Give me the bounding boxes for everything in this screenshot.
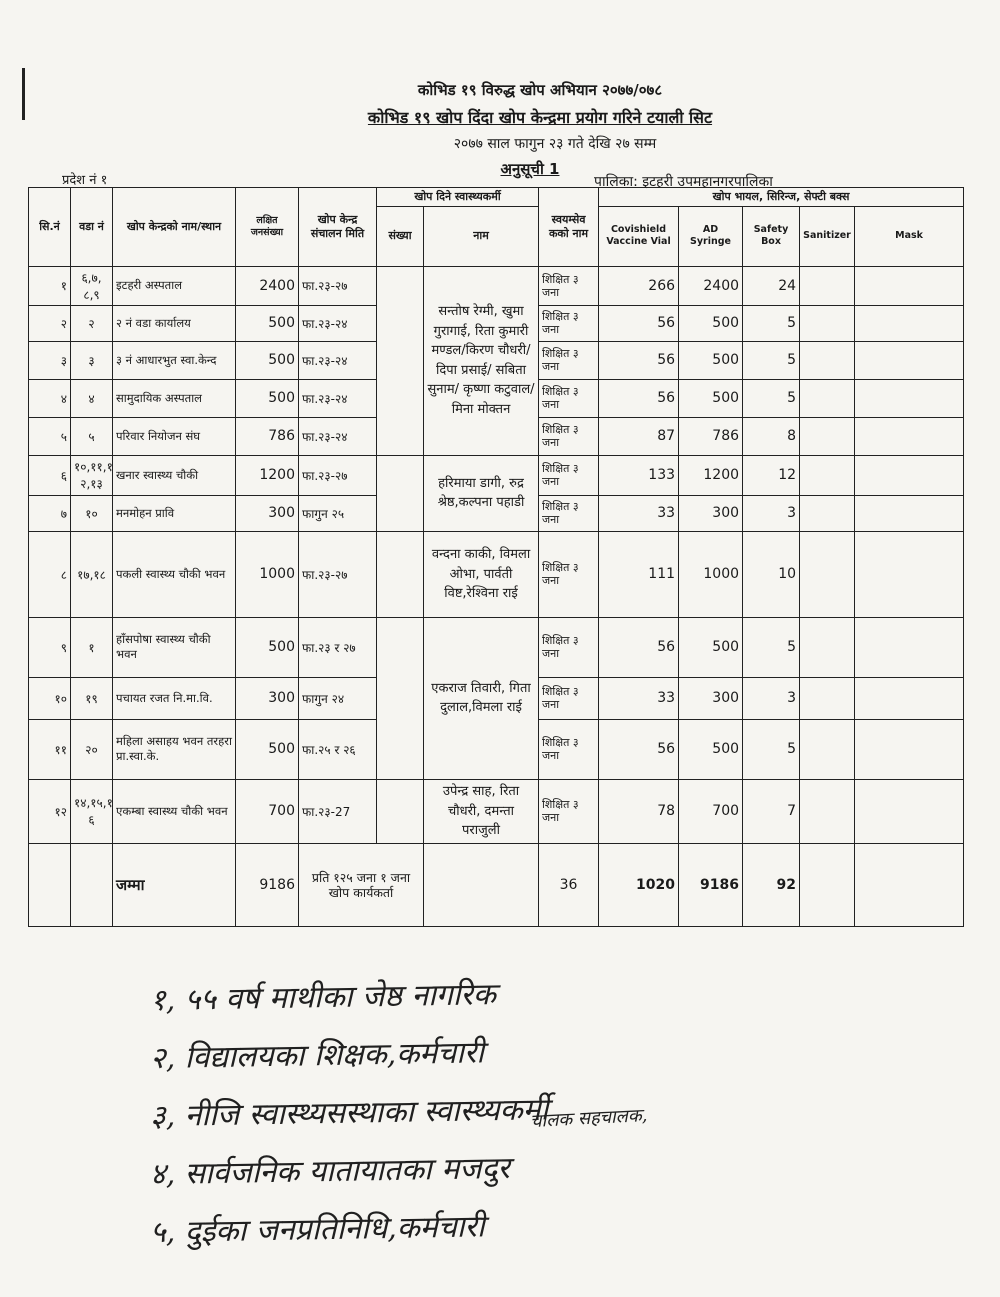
total-target: 9186: [236, 843, 299, 926]
row-safety-box: 5: [743, 379, 800, 417]
row-mask: [855, 677, 964, 719]
total-sanitizer: [800, 843, 855, 926]
row-sanitizer: [800, 719, 855, 779]
row-center: इटहरी अस्पताल: [113, 266, 236, 305]
row-sn: ९: [29, 617, 71, 677]
row-safety-box: 12: [743, 455, 800, 495]
row-target: 1200: [236, 455, 299, 495]
row-date: फागुन २४: [299, 677, 377, 719]
row-syringe: 1200: [679, 455, 743, 495]
row-hw-count: [377, 531, 424, 617]
row-safety-box: 24: [743, 266, 800, 305]
row-ward: १०: [71, 495, 113, 531]
total-hw-note: प्रति १२५ जना १ जना खोप कार्यकर्ता: [299, 843, 424, 926]
row-ward: २०: [71, 719, 113, 779]
row-volunteer: शिक्षित ३ जना: [539, 719, 599, 779]
row-mask: [855, 455, 964, 495]
total-sn: [29, 843, 71, 926]
row-target: 1000: [236, 531, 299, 617]
row-syringe: 500: [679, 341, 743, 379]
row-sanitizer: [800, 779, 855, 843]
row-syringe: 786: [679, 417, 743, 455]
row-volunteer: शिक्षित ३ जना: [539, 617, 599, 677]
row-syringe: 300: [679, 677, 743, 719]
row-sanitizer: [800, 495, 855, 531]
row-sn: १: [29, 266, 71, 305]
row-ward: ४: [71, 379, 113, 417]
total-volunteer: 36: [539, 843, 599, 926]
row-sanitizer: [800, 677, 855, 719]
row-ward: १७,१८: [71, 531, 113, 617]
row-target: 500: [236, 341, 299, 379]
row-syringe: 500: [679, 719, 743, 779]
annex-label: अनुसूची 1: [500, 160, 560, 178]
row-mask: [855, 341, 964, 379]
row-vial: 87: [599, 417, 679, 455]
row-safety-box: 7: [743, 779, 800, 843]
row-target: 500: [236, 617, 299, 677]
row-center: २ नं वडा कार्यालय: [113, 305, 236, 341]
handwritten-insert: चालक सहचालक,: [529, 1104, 648, 1133]
table-row: [29, 531, 964, 617]
row-safety-box: 3: [743, 495, 800, 531]
row-date: फा.२३-२७: [299, 455, 377, 495]
staff-group-5: उपेन्द्र साह, रिता चौधरी, दमन्ता पराजुली: [424, 779, 539, 843]
row-volunteer: शिक्षित ३ जना: [539, 495, 599, 531]
row-mask: [855, 305, 964, 341]
tally-table: [28, 187, 964, 927]
col-supplies: खोप भायल, सिरिन्ज, सेफ्टी बक्स: [599, 188, 964, 207]
row-ward: १९: [71, 677, 113, 719]
row-ward: १: [71, 617, 113, 677]
total-label: जम्मा: [113, 843, 236, 926]
col-safety-box: Safety Box: [743, 206, 800, 266]
row-target: 500: [236, 305, 299, 341]
row-syringe: 1000: [679, 531, 743, 617]
note-line: २, विद्यालयका शिक्षक,कर्मचारी: [149, 1035, 485, 1077]
row-sn: ६: [29, 455, 71, 495]
table-row: [29, 779, 964, 843]
row-syringe: 500: [679, 305, 743, 341]
row-date: फा.२३-२४: [299, 379, 377, 417]
row-syringe: 700: [679, 779, 743, 843]
row-date: फा.२५ र २६: [299, 719, 377, 779]
row-sanitizer: [800, 266, 855, 305]
row-vial: 33: [599, 495, 679, 531]
sheet-title: कोभिड १९ खोप दिंदा खोप केन्द्रमा प्रयोग गरिने टयाली सिट: [367, 108, 713, 127]
row-safety-box: 3: [743, 677, 800, 719]
row-center: एकम्बा स्वास्थ्य चौकी भवन: [113, 779, 236, 843]
col-mask: Mask: [855, 206, 964, 266]
total-safety-box: 92: [743, 843, 800, 926]
row-ward: ६,७, ८,९: [71, 266, 113, 305]
row-center: परिवार नियोजन संघ: [113, 417, 236, 455]
row-mask: [855, 617, 964, 677]
row-ward: ५: [71, 417, 113, 455]
row-date: फा.२३-२७: [299, 531, 377, 617]
row-sanitizer: [800, 379, 855, 417]
row-volunteer: शिक्षित ३ जना: [539, 417, 599, 455]
row-sn: ११: [29, 719, 71, 779]
row-volunteer: शिक्षित ३ जना: [539, 379, 599, 417]
row-vial: 133: [599, 455, 679, 495]
date-range: २०७७ साल फागुन २३ गते देखि २७ सम्म: [453, 136, 657, 152]
staff-group-4: एकराज तिवारी, गिता दुलाल,विमला राई: [424, 617, 539, 779]
row-vial: 78: [599, 779, 679, 843]
row-sn: ८: [29, 531, 71, 617]
row-hw-count: [377, 779, 424, 843]
row-center: मनमोहन प्रावि: [113, 495, 236, 531]
row-target: 2400: [236, 266, 299, 305]
col-health-workers: खोप दिने स्वास्थ्यकर्मी: [377, 188, 539, 207]
row-date: फा.२३ र २७: [299, 617, 377, 677]
row-sanitizer: [800, 417, 855, 455]
col-date: खोप केन्द्र संचालन मिति: [299, 188, 377, 267]
staff-group-1: सन्तोष रेग्मी, खुमा गुरागाई, रिता कुमारी मण्डल/किरण चौधरी/दिपा प्रसाई/ सबिता सुनाम/ कृष्णा कटुवाल/ मिना मोक्तन: [424, 266, 539, 455]
row-sn: ४: [29, 379, 71, 417]
col-center: खोप केन्द्रको नाम/स्थान: [113, 188, 236, 267]
table-row: [29, 455, 964, 495]
row-mask: [855, 379, 964, 417]
row-date: फागुन २५: [299, 495, 377, 531]
col-sn: सि.नं: [29, 188, 71, 267]
row-target: 700: [236, 779, 299, 843]
col-ward: वडा नं: [71, 188, 113, 267]
row-mask: [855, 266, 964, 305]
row-volunteer: शिक्षित ३ जना: [539, 341, 599, 379]
col-vial: Covishield Vaccine Vial: [599, 206, 679, 266]
col-syringe: AD Syringe: [679, 206, 743, 266]
row-ward: ३: [71, 341, 113, 379]
row-center: पचायत रजत नि.मा.वि.: [113, 677, 236, 719]
row-target: 300: [236, 677, 299, 719]
row-safety-box: 5: [743, 341, 800, 379]
row-date: फा.२३-२४: [299, 305, 377, 341]
row-hw-count: [377, 617, 424, 779]
row-sanitizer: [800, 455, 855, 495]
row-vial: 56: [599, 719, 679, 779]
row-safety-box: 5: [743, 305, 800, 341]
col-sanitizer: Sanitizer: [800, 206, 855, 266]
total-vial: 1020: [599, 843, 679, 926]
row-center: खनार स्वास्थ्य चौकी: [113, 455, 236, 495]
col-hw-count: संख्या: [377, 206, 424, 266]
row-syringe: 500: [679, 617, 743, 677]
row-target: 500: [236, 379, 299, 417]
row-safety-box: 8: [743, 417, 800, 455]
row-safety-box: 5: [743, 719, 800, 779]
row-safety-box: 5: [743, 617, 800, 677]
row-volunteer: शिक्षित ३ जना: [539, 531, 599, 617]
row-vial: 266: [599, 266, 679, 305]
row-syringe: 2400: [679, 266, 743, 305]
row-target: 500: [236, 719, 299, 779]
row-ward: १४,१५,१ ६: [71, 779, 113, 843]
row-vial: 56: [599, 341, 679, 379]
municipality-label: पालिका: इटहरी उपमहानगरपालिका: [594, 174, 773, 190]
col-volunteer: स्वयम्सेव कको नाम: [539, 188, 599, 267]
document-header: [0, 80, 1000, 179]
row-volunteer: शिक्षित ३ जना: [539, 455, 599, 495]
row-mask: [855, 495, 964, 531]
row-sn: ५: [29, 417, 71, 455]
row-date: फा.२३-२४: [299, 417, 377, 455]
row-sn: १२: [29, 779, 71, 843]
total-row: [29, 843, 964, 926]
row-center: पकली स्वास्थ्य चौकी भवन: [113, 531, 236, 617]
row-mask: [855, 417, 964, 455]
row-center: महिला असाहय भवन तरहरा प्रा.स्वा.के.: [113, 719, 236, 779]
row-sn: ७: [29, 495, 71, 531]
row-ward: २: [71, 305, 113, 341]
row-vial: 56: [599, 379, 679, 417]
row-vial: 56: [599, 617, 679, 677]
row-center: ३ नं आधारभुत स्वा.केन्द: [113, 341, 236, 379]
row-date: फा.२३-२७: [299, 266, 377, 305]
col-hw-name: नाम: [424, 206, 539, 266]
row-target: 300: [236, 495, 299, 531]
table-row: [29, 617, 964, 677]
row-mask: [855, 779, 964, 843]
row-vial: 56: [599, 305, 679, 341]
total-mask: [855, 843, 964, 926]
row-syringe: 500: [679, 379, 743, 417]
row-volunteer: शिक्षित ३ जना: [539, 266, 599, 305]
row-sn: ३: [29, 341, 71, 379]
row-syringe: 300: [679, 495, 743, 531]
row-center: हाँसपोषा स्वास्थ्य चौकी भवन: [113, 617, 236, 677]
note-line: ३, नीजि स्वास्थ्यसस्थाका स्वास्थ्यकर्मी: [149, 1092, 549, 1135]
note-line: १, ५५ वर्ष माथीका जेष्ठ नागरिक: [149, 977, 497, 1019]
row-center: सामुदायिक अस्पताल: [113, 379, 236, 417]
row-mask: [855, 719, 964, 779]
row-vial: 111: [599, 531, 679, 617]
row-mask: [855, 531, 964, 617]
row-sanitizer: [800, 341, 855, 379]
campaign-title: कोभिड १९ विरुद्ध खोप अभियान २०७७/०७८: [417, 81, 663, 99]
staff-group-3: वन्दना काकी, विमला ओभा, पार्वती विष्ट,रेश्विना राई: [424, 531, 539, 617]
row-volunteer: शिक्षित ३ जना: [539, 305, 599, 341]
row-hw-count: [377, 455, 424, 531]
row-hw-count: [377, 266, 424, 455]
total-ward: [71, 843, 113, 926]
row-sn: २: [29, 305, 71, 341]
total-syringe: 9186: [679, 843, 743, 926]
row-sanitizer: [800, 305, 855, 341]
staff-group-2: हरिमाया डागी, रुद्र श्रेष्ठ,कल्पना पहाडी: [424, 455, 539, 531]
row-sanitizer: [800, 531, 855, 617]
note-line: ४, सार्वजनिक यातायातका मजदुर: [149, 1150, 511, 1193]
row-sanitizer: [800, 617, 855, 677]
row-safety-box: 10: [743, 531, 800, 617]
row-date: फा.२३-27: [299, 779, 377, 843]
total-hw-name: [424, 843, 539, 926]
row-date: फा.२३-२४: [299, 341, 377, 379]
row-volunteer: शिक्षित ३ जना: [539, 677, 599, 719]
row-sn: १०: [29, 677, 71, 719]
note-line: ५, दुईका जनप्रतिनिधि,कर्मचारी: [149, 1209, 485, 1251]
row-vial: 33: [599, 677, 679, 719]
province-label: प्रदेश नं १: [62, 173, 108, 188]
row-target: 786: [236, 417, 299, 455]
row-volunteer: शिक्षित ३ जना: [539, 779, 599, 843]
table-row: [29, 266, 964, 305]
row-ward: १०,११,१ २,१३: [71, 455, 113, 495]
col-target: लक्षित जनसंख्या: [236, 188, 299, 267]
